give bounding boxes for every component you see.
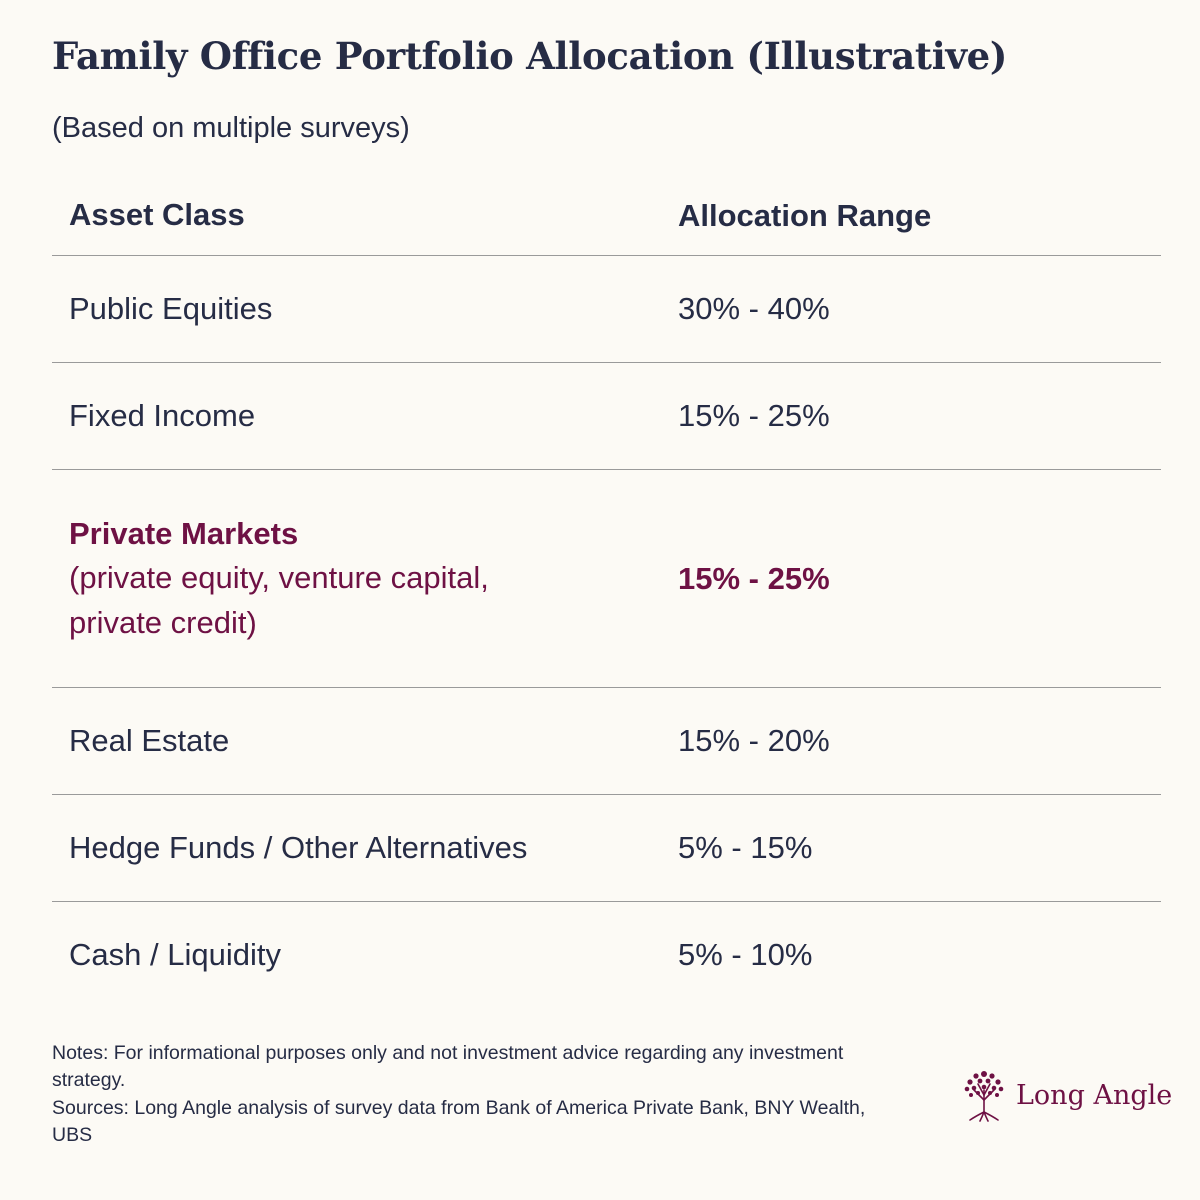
asset-name: Fixed Income — [69, 397, 256, 433]
brand-name: Long Angle — [1016, 1079, 1173, 1111]
table-row — [52, 795, 1161, 902]
allocation-range: 15% - 25% — [678, 398, 830, 433]
footnotes — [52, 1040, 872, 1149]
allocation-range: 15% - 20% — [678, 723, 830, 758]
header-allocation-range: Allocation Range — [678, 197, 932, 233]
asset-detail-line: (private equity, venture capital, — [69, 560, 489, 596]
table-row-highlighted — [52, 470, 1161, 688]
notes-text: Notes: For informational purposes only and not investment advice regarding any investment strategy. — [52, 1042, 844, 1092]
allocation-range: 5% - 10% — [678, 937, 813, 972]
page-title: Family Office Portfolio Allocation (Illustrative) — [52, 34, 1008, 78]
sources-text: Sources: Long Angle analysis of survey data from Bank of America Private Bank, BNY Wealth, UBS — [52, 1096, 866, 1146]
asset-name: Real Estate — [69, 722, 230, 758]
table-row — [52, 363, 1161, 470]
asset-name: Hedge Funds / Other Alternatives — [69, 829, 528, 865]
tree-icon — [962, 1068, 1006, 1122]
asset-detail-line: private credit) — [69, 604, 257, 640]
header-asset-class: Asset Class — [69, 197, 245, 233]
brand-logo — [962, 1068, 1172, 1122]
asset-name — [52, 512, 678, 644]
table-row — [52, 256, 1161, 363]
asset-name-primary: Private Markets — [69, 516, 299, 552]
allocation-range: 5% - 15% — [678, 830, 813, 865]
asset-name: Cash / Liquidity — [69, 936, 281, 972]
asset-name: Public Equities — [69, 290, 273, 326]
table-row — [52, 688, 1161, 795]
page-subtitle: (Based on multiple surveys) — [52, 112, 410, 144]
table-header-row — [52, 176, 1161, 256]
allocation-range: 15% - 25% — [678, 560, 830, 596]
table-row — [52, 902, 1161, 1008]
allocation-table — [52, 176, 1161, 1008]
allocation-range: 30% - 40% — [678, 291, 830, 326]
